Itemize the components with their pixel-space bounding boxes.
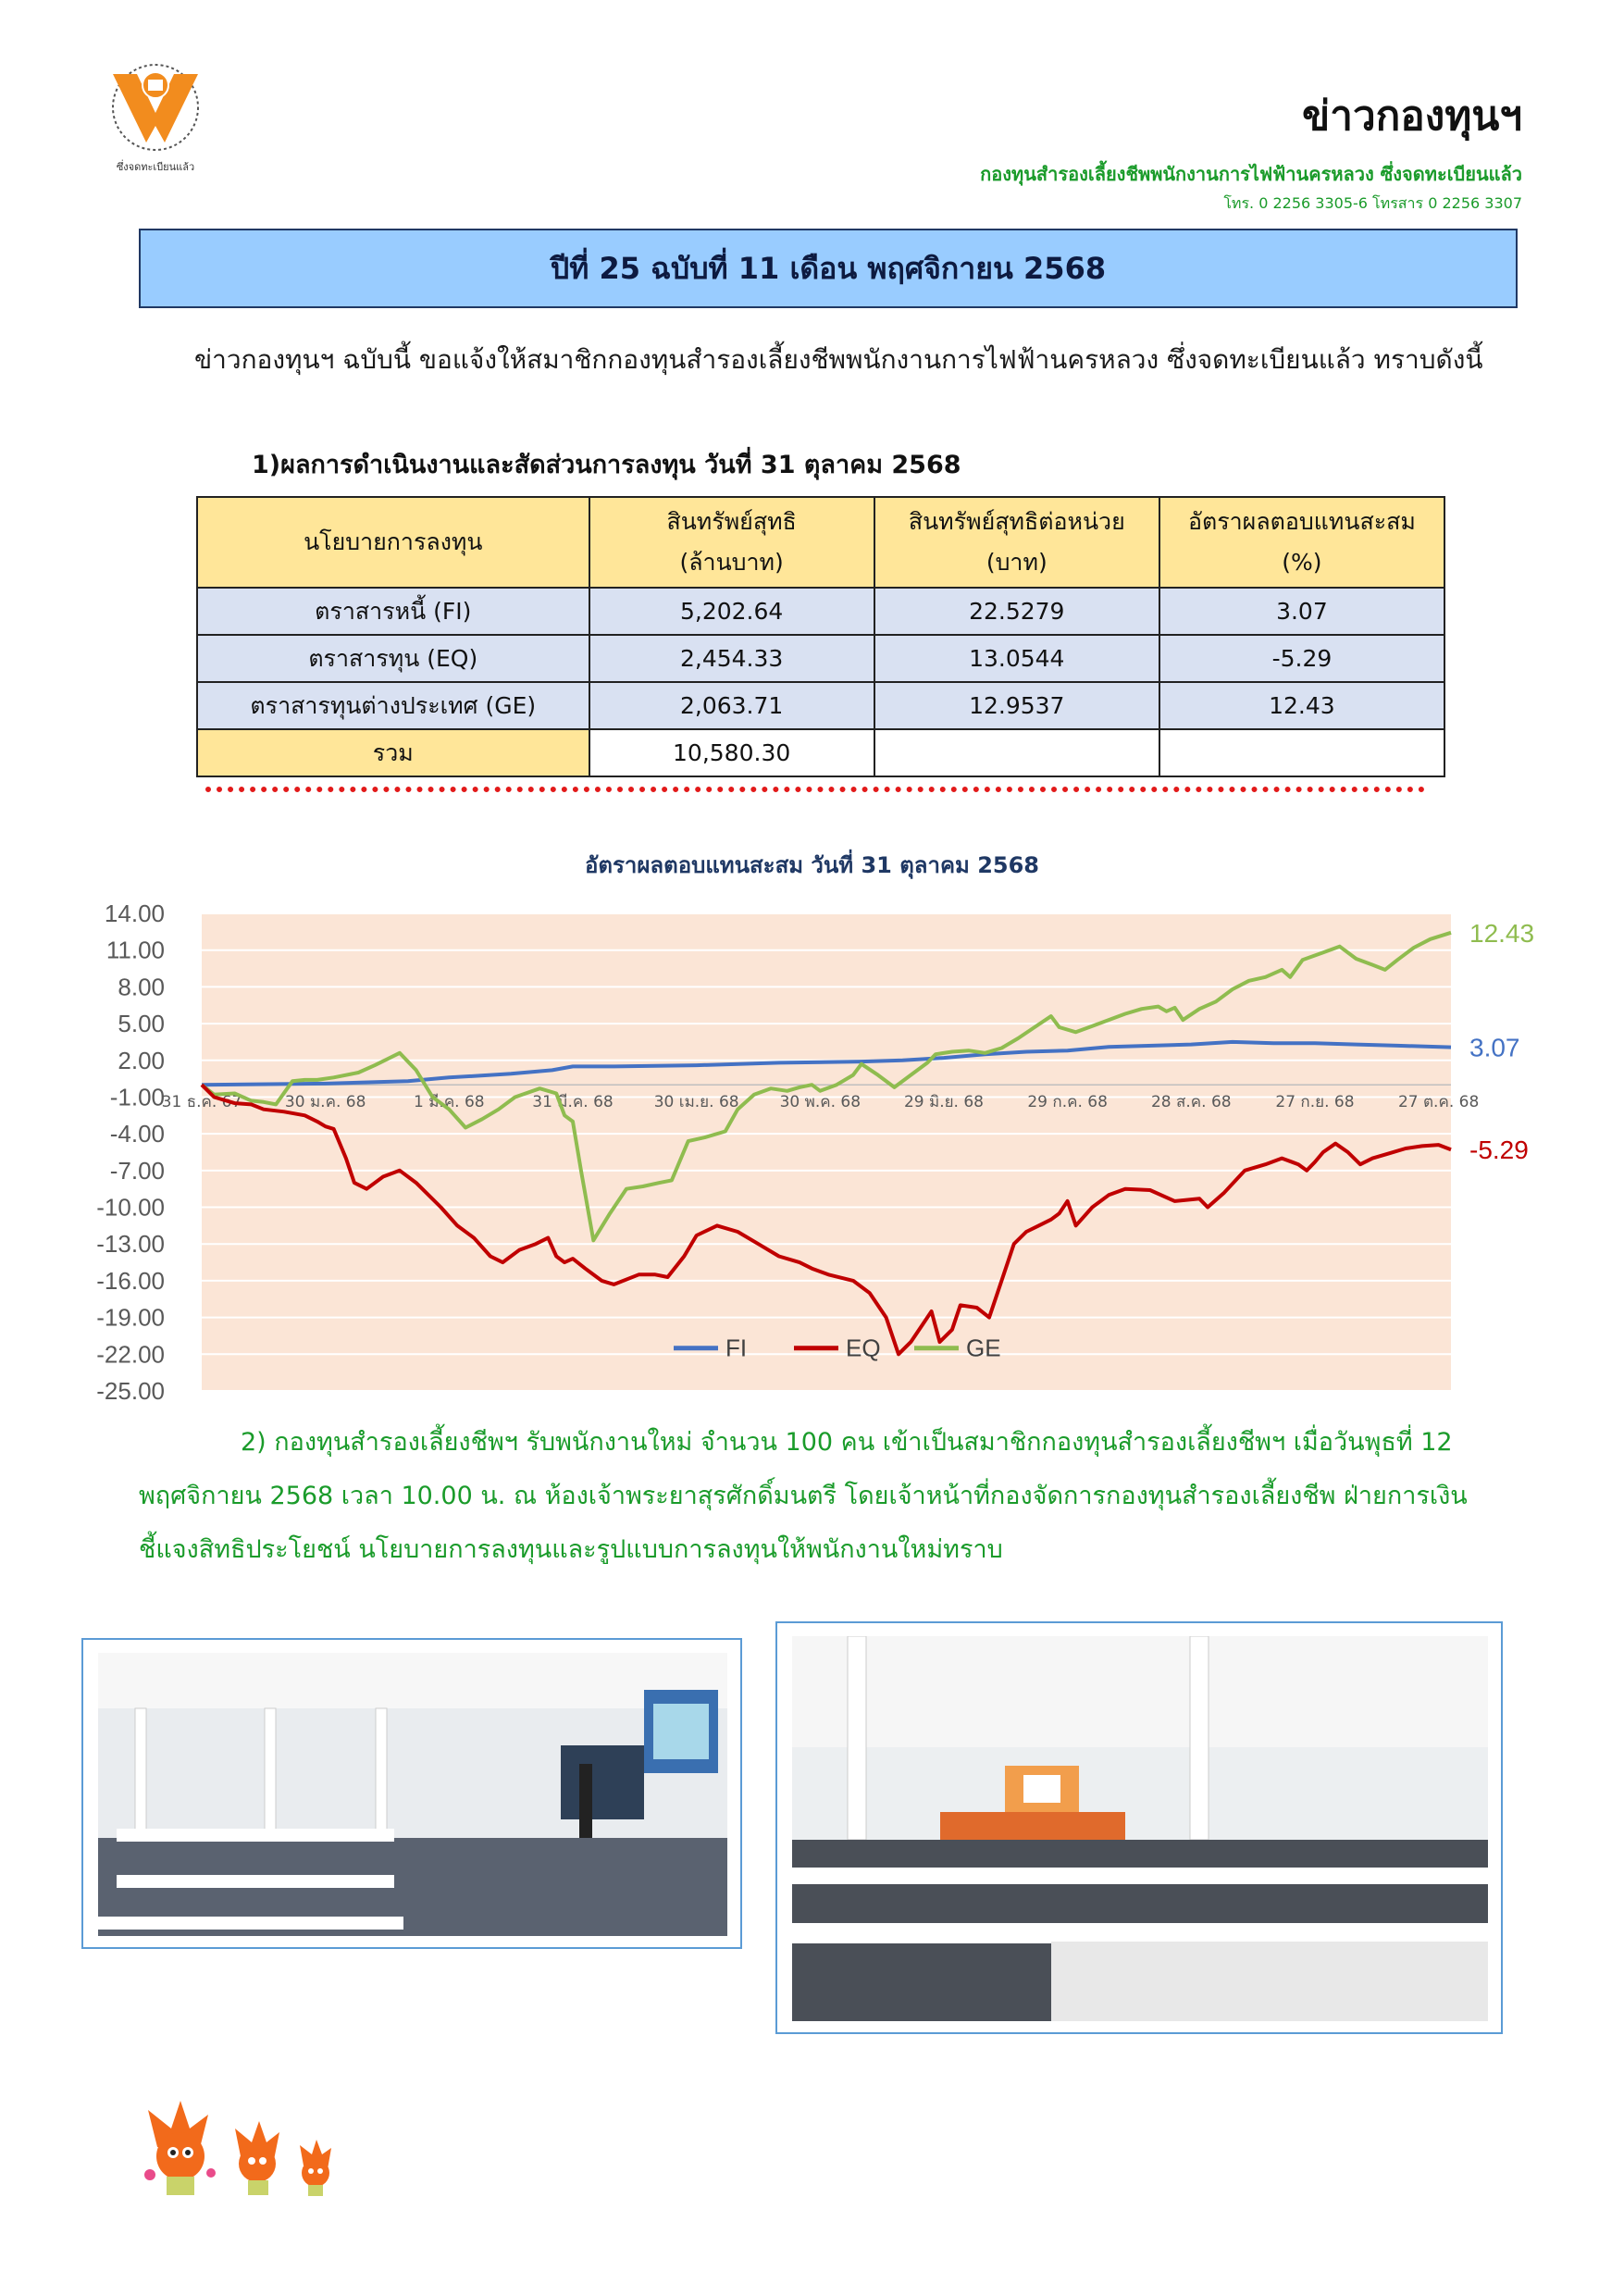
y-tick-label: -1.00 xyxy=(109,1083,165,1111)
photo-orientation-hall-2 xyxy=(775,1621,1503,2034)
nav-cell: 5,202.64 xyxy=(589,588,874,635)
contact-info: โทร. 0 2256 3305-6 โทรสาร 0 2256 3307 xyxy=(1223,194,1522,212)
y-tick-label: 11.00 xyxy=(105,936,165,964)
x-tick-label: 30 เม.ย. 68 xyxy=(653,1093,739,1112)
chart-title: อัตราผลตอบแทนสะสม วันที่ 31 ตุลาคม 2568 xyxy=(584,852,1040,878)
header-nav: สินทรัพย์สุทธิ (ล้านบาท) xyxy=(589,497,874,588)
intro-paragraph xyxy=(139,337,1508,383)
legend-label-ge: GE xyxy=(966,1334,1001,1362)
y-tick-label: 2.00 xyxy=(118,1046,165,1074)
x-tick-label: 31 มี.ค. 68 xyxy=(532,1093,614,1112)
x-tick-label: 1 มี.ค. 68 xyxy=(413,1093,485,1112)
y-tick-label: -19.00 xyxy=(96,1303,165,1332)
legend-label-eq: EQ xyxy=(846,1334,881,1362)
x-tick-label: 29 มิ.ย. 68 xyxy=(903,1093,985,1112)
section2-paragraph xyxy=(139,1416,1508,1577)
y-tick-label: -10.00 xyxy=(96,1193,165,1222)
series-end-label-fi: 3.07 xyxy=(1469,1033,1520,1062)
table-header-row xyxy=(197,497,1444,588)
table-row xyxy=(197,682,1444,729)
issue-banner xyxy=(139,229,1518,308)
nav-cell: 2,454.33 xyxy=(589,635,874,682)
y-tick-label: -25.00 xyxy=(96,1377,165,1402)
policy-cell: ตราสารทุน (EQ) xyxy=(197,635,589,682)
x-tick-label: 31 ธ.ค. 67 xyxy=(161,1093,242,1112)
mascot-small xyxy=(300,2140,331,2196)
header-return: อัตราผลตอบแทนสะสม (%) xyxy=(1159,497,1444,588)
dotted-divider xyxy=(205,787,1425,792)
return-cell: 3.07 xyxy=(1159,588,1444,635)
organization-name: กองทุนสำรองเลี้ยงชีพพนักงานการไฟฟ้านครหลวง ซึ่งจดทะเบียนแล้ว xyxy=(980,163,1522,185)
table-row xyxy=(197,635,1444,682)
y-tick-label: 5.00 xyxy=(118,1010,165,1038)
intro-text: ข่าวกองทุนฯ ฉบับนี้ ขอแจ้งให้สมาชิกกองทุนสำรองเลี้ยงชีพพนักงานการไฟฟ้านครหลวง ซึ่งจดทะเบียนแล้ว ทราบดังนี้ xyxy=(194,344,1483,375)
logo-caption: ซึ่งจดทะเบียนแล้ว xyxy=(116,161,195,173)
header-policy: นโยบายการลงทุน xyxy=(197,497,589,588)
section1-heading: 1)ผลการดำเนินงานและสัดส่วนการลงทุน วันที่ 31 ตุลาคม 2568 xyxy=(252,451,961,479)
y-tick-label: -7.00 xyxy=(109,1156,165,1185)
empty-cell xyxy=(1159,729,1444,776)
photo-image xyxy=(792,1636,1488,2021)
table-row xyxy=(197,588,1444,635)
x-tick-label: 30 ม.ค. 68 xyxy=(284,1093,366,1112)
series-end-label-ge: 12.43 xyxy=(1469,918,1535,948)
y-tick-label: -4.00 xyxy=(109,1120,165,1148)
y-tick-label: 14.00 xyxy=(104,902,165,927)
return-cell: -5.29 xyxy=(1159,635,1444,682)
y-tick-label: -13.00 xyxy=(96,1230,165,1259)
return-cell: 12.43 xyxy=(1159,682,1444,729)
series-end-label-eq: -5.29 xyxy=(1469,1136,1529,1165)
x-tick-label: 27 ก.ย. 68 xyxy=(1275,1093,1355,1112)
issue-text: ปีที่ 25 ฉบับที่ 11 เดือน พฤศจิกายน 2568 xyxy=(550,250,1107,286)
total-nav-cell: 10,580.30 xyxy=(589,729,874,776)
nav-per-unit-cell: 22.5279 xyxy=(874,588,1159,635)
nav-per-unit-cell: 13.0544 xyxy=(874,635,1159,682)
y-tick-label: 8.00 xyxy=(118,973,165,1001)
nav-cell: 2,063.71 xyxy=(589,682,874,729)
total-label-cell: รวม xyxy=(197,729,589,776)
policy-cell: ตราสารหนี้ (FI) xyxy=(197,588,589,635)
mascot-large xyxy=(144,2101,216,2195)
photo-orientation-hall-1 xyxy=(81,1638,742,1949)
policy-cell: ตราสารทุนต่างประเทศ (GE) xyxy=(197,682,589,729)
y-tick-label: -22.00 xyxy=(96,1340,165,1369)
plot-background xyxy=(202,913,1451,1391)
table-total-row xyxy=(197,729,1444,776)
performance-table xyxy=(196,496,1445,777)
y-tick-label: -16.00 xyxy=(96,1266,165,1295)
x-tick-label: 30 พ.ค. 68 xyxy=(779,1093,862,1112)
photo-image xyxy=(98,1653,727,1936)
fund-logo xyxy=(81,61,229,181)
legend-label-fi: FI xyxy=(725,1334,748,1362)
section2-text: 2) กองทุนสำรองเลี้ยงชีพฯ รับพนักงานใหม่ จำนวน 100 คน เข้าเป็นสมาชิกกองทุนสำรองเลี้ยงชีพฯ เมื่อวันพุธที่ 12 พฤศจิกายน 2568 เวลา 10.00 น. ณ ห้องเจ้าพระยาสุรศักดิ์มนตรี โดยเจ้าหน้าที่กองจัดการกองทุนสำรองเลี้ยงชีพ ฝ่ายการเงิน ชี้แจงสิทธิประโยชน์ นโยบายการลงทุนและรูปแบบการลงทุนให้พนักงานใหม่ทราบ xyxy=(139,1428,1468,1564)
newsletter-title: ข่าวกองทุนฯ xyxy=(1302,93,1522,140)
x-tick-label: 29 ก.ค. 68 xyxy=(1027,1093,1108,1112)
header-nav-per-unit: สินทรัพย์สุทธิต่อหน่วย (บาท) xyxy=(874,497,1159,588)
mascot-medium xyxy=(235,2121,279,2195)
logo-emblem-center xyxy=(148,80,163,91)
nav-per-unit-cell: 12.9537 xyxy=(874,682,1159,729)
mascot-illustrations xyxy=(139,2091,370,2203)
empty-cell xyxy=(874,729,1159,776)
x-tick-label: 27 ต.ค. 68 xyxy=(1397,1093,1480,1112)
x-tick-label: 28 ส.ค. 68 xyxy=(1150,1093,1232,1112)
returns-line-chart xyxy=(81,902,1553,1402)
